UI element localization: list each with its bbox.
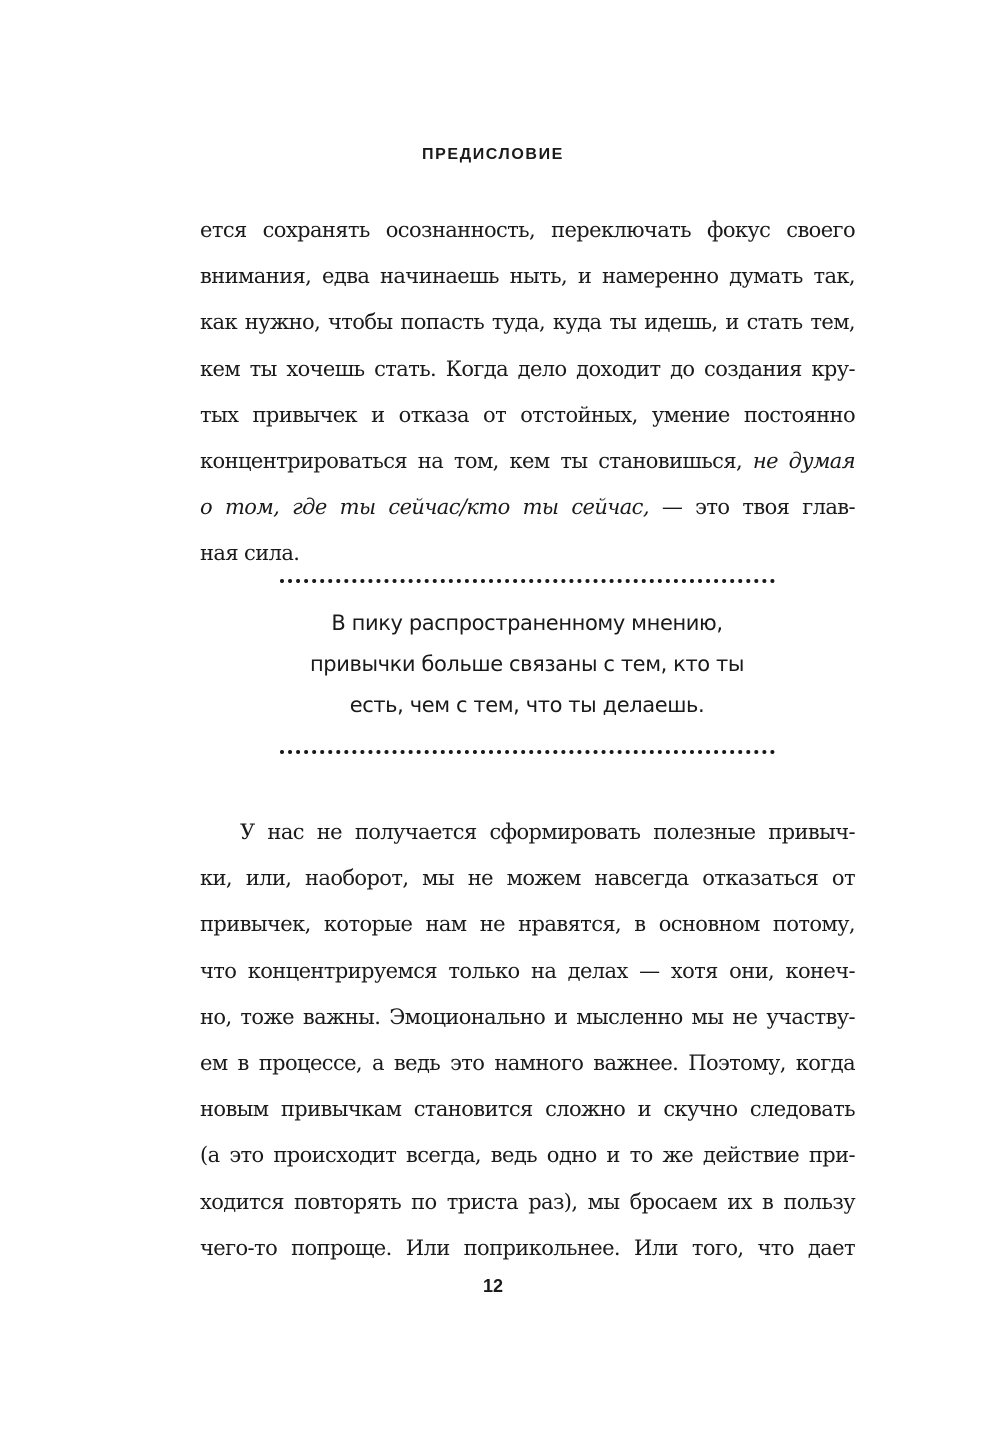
text-line: но, тоже важны. Эмоционально и мысленно мы не участву- (200, 1004, 855, 1029)
pull-quote-line: есть, чем с тем, что ты делаешь. (349, 693, 705, 717)
pull-quote (277, 565, 777, 774)
italic-text: о том, где ты сейчас/кто ты сейчас, (200, 495, 649, 520)
paragraph-2 (200, 809, 855, 1271)
dotted-divider-bottom (280, 750, 775, 774)
text-line: о том, где ты сейчас/кто ты сейчас, — это твоя глав- (200, 495, 855, 520)
text-line: кем ты хочешь стать. Когда дело доходит до создания кру- (200, 356, 855, 381)
text-line: концентрироваться на том, кем ты становишься, не думая (200, 448, 855, 473)
text-line: привычек, которые нам не нравятся, в основном потому, (200, 912, 855, 937)
text-line: что концентрируемся только на делах — хотя они, конеч- (200, 958, 855, 983)
text-line: чего-то попроще. Или поприкольнее. Или того, что дает (200, 1235, 855, 1260)
text-line: ки, или, наоборот, мы не можем навсегда отказаться от (200, 866, 855, 891)
text-line: У нас не получается сформировать полезные привыч- (240, 820, 855, 844)
page-number: 12 (482, 1276, 504, 1296)
text-line: ем в процессе, а ведь это намного важнее. Поэтому, когда (200, 1050, 855, 1075)
running-head: ПРЕДИСЛОВИЕ (422, 146, 564, 163)
text-line: ходится повторять по триста раз), мы бросаем их в пользу (200, 1189, 855, 1214)
text-line: тых привычек и отказа от отстойных, умение постоянно (200, 402, 855, 427)
italic-text: не думая (752, 448, 855, 473)
text-line: как нужно, чтобы попасть туда, куда ты идешь, и стать тем, (200, 310, 855, 335)
dotted-divider-top (280, 579, 775, 603)
pull-quote-line: привычки больше связаны с тем, кто ты (309, 652, 745, 676)
text-line: новым привычкам становится сложно и скучно следовать (200, 1097, 855, 1122)
text-line: ется сохранять осознанность, переключать фокус своего (200, 218, 855, 242)
pull-quote-line: В пику распространенному мнению, (331, 611, 723, 635)
text-line: ная сила. (200, 541, 300, 566)
text-line: (а это происходит всегда, ведь одно и то же действие при- (200, 1143, 855, 1168)
text-line: внимания, едва начинаешь ныть, и намеренно думать так, (200, 264, 855, 289)
paragraph-1 (200, 207, 855, 577)
